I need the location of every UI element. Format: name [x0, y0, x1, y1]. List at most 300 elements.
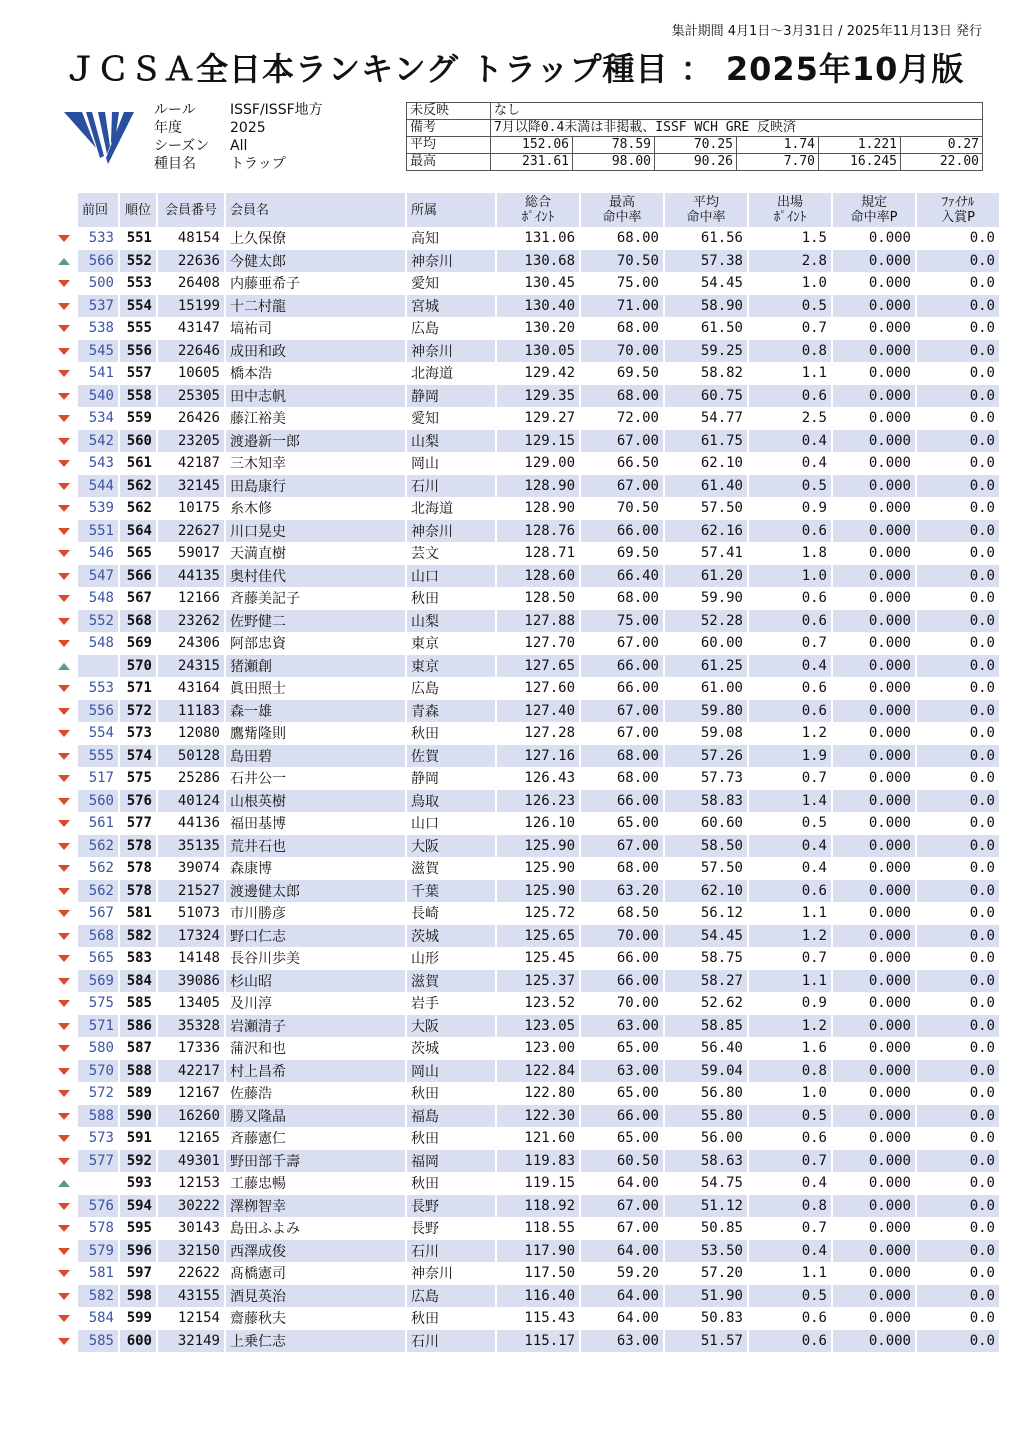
- best-hit-rate-cell: 64.00: [579, 1240, 663, 1263]
- rank-cell: 581: [118, 902, 156, 925]
- prev-rank-cell: 570: [76, 1060, 118, 1083]
- member-id-cell: 17336: [156, 1037, 224, 1060]
- final-prize-p-cell: 0.0: [915, 340, 999, 363]
- member-name-cell: 及川淳: [224, 992, 405, 1015]
- member-name-cell: 勝又隆晶: [224, 1105, 405, 1128]
- rank-down-icon: [58, 348, 70, 355]
- rank-cell: 557: [118, 362, 156, 385]
- standard-hit-rate-p-cell: 0.000: [831, 947, 915, 970]
- affiliation-cell: 佐賀: [405, 745, 495, 768]
- best-hit-rate-cell: 70.00: [579, 925, 663, 948]
- header-total: [495, 193, 579, 227]
- prev-rank-cell: 569: [76, 970, 118, 993]
- member-name-cell: 奥村佳代: [224, 565, 405, 588]
- header-standard-1: 規定: [860, 195, 887, 210]
- meta-key: シーズン: [154, 138, 210, 154]
- trend-cell: [56, 1060, 76, 1083]
- rank-cell: 578: [118, 857, 156, 880]
- stats-avg: 0.27: [901, 137, 983, 154]
- best-hit-rate-cell: 66.00: [579, 655, 663, 678]
- meta-info: [154, 101, 323, 173]
- affiliation-cell: 秋田: [405, 1082, 495, 1105]
- avg-hit-rate-cell: 59.25: [663, 340, 747, 363]
- standard-hit-rate-p-cell: 0.000: [831, 880, 915, 903]
- standard-hit-rate-p-cell: 0.000: [831, 902, 915, 925]
- avg-hit-rate-cell: 50.83: [663, 1307, 747, 1330]
- rank-down-icon: [58, 640, 70, 647]
- rank-down-icon: [58, 235, 70, 242]
- trend-cell: [56, 1195, 76, 1218]
- affiliation-cell: 千葉: [405, 880, 495, 903]
- best-hit-rate-cell: 68.00: [579, 385, 663, 408]
- rank-down-icon: [58, 505, 70, 512]
- stats-avg: 1.74: [737, 137, 819, 154]
- stats-label: 平均: [407, 137, 491, 154]
- standard-hit-rate-p-cell: 0.000: [831, 970, 915, 993]
- header-prev: 前回: [76, 193, 118, 227]
- affiliation-cell: 福島: [405, 1105, 495, 1128]
- member-name-cell: 斉藤憲仁: [224, 1127, 405, 1150]
- final-prize-p-cell: 0.0: [915, 452, 999, 475]
- final-prize-p-cell: 0.0: [915, 1217, 999, 1240]
- member-name-cell: 島田ふよみ: [224, 1217, 405, 1240]
- affiliation-cell: 広島: [405, 677, 495, 700]
- table-row: [56, 947, 999, 970]
- trend-cell: [56, 1172, 76, 1195]
- trend-cell: [56, 587, 76, 610]
- affiliation-cell: 山梨: [405, 610, 495, 633]
- total-points-cell: 122.30: [495, 1105, 579, 1128]
- prev-rank-cell: 578: [76, 1217, 118, 1240]
- member-name-cell: 天満直樹: [224, 542, 405, 565]
- standard-hit-rate-p-cell: 0.000: [831, 565, 915, 588]
- stats-avg: 70.25: [655, 137, 737, 154]
- member-id-cell: 30143: [156, 1217, 224, 1240]
- avg-hit-rate-cell: 60.75: [663, 385, 747, 408]
- rank-down-icon: [58, 730, 70, 737]
- best-hit-rate-cell: 70.00: [579, 992, 663, 1015]
- prev-rank-cell: 568: [76, 925, 118, 948]
- prev-rank-cell: 548: [76, 632, 118, 655]
- table-row: [56, 925, 999, 948]
- final-prize-p-cell: 0.0: [915, 1262, 999, 1285]
- rank-cell: 589: [118, 1082, 156, 1105]
- prev-rank-cell: 540: [76, 385, 118, 408]
- trend-cell: [56, 407, 76, 430]
- member-id-cell: 42217: [156, 1060, 224, 1083]
- table-row: [56, 542, 999, 565]
- standard-hit-rate-p-cell: 0.000: [831, 1150, 915, 1173]
- jcsa-logo-icon: [62, 108, 138, 168]
- prev-rank-cell: 541: [76, 362, 118, 385]
- standard-hit-rate-p-cell: 0.000: [831, 385, 915, 408]
- total-points-cell: 122.84: [495, 1060, 579, 1083]
- total-points-cell: 127.70: [495, 632, 579, 655]
- entry-points-cell: 1.9: [747, 745, 831, 768]
- prev-rank-cell: 500: [76, 272, 118, 295]
- member-name-cell: 内藤亜希子: [224, 272, 405, 295]
- final-prize-p-cell: 0.0: [915, 565, 999, 588]
- header-pref: 所属: [405, 193, 495, 227]
- affiliation-cell: 静岡: [405, 767, 495, 790]
- entry-points-cell: 0.4: [747, 1240, 831, 1263]
- meta-key: 種目名: [154, 156, 196, 172]
- standard-hit-rate-p-cell: 0.000: [831, 1037, 915, 1060]
- member-name-cell: 野田部千壽: [224, 1150, 405, 1173]
- member-name-cell: 岩瀬清子: [224, 1015, 405, 1038]
- stats-avg: 78.59: [573, 137, 655, 154]
- rank-down-icon: [58, 460, 70, 467]
- standard-hit-rate-p-cell: 0.000: [831, 700, 915, 723]
- rank-down-icon: [58, 978, 70, 985]
- standard-hit-rate-p-cell: 0.000: [831, 407, 915, 430]
- total-points-cell: 119.15: [495, 1172, 579, 1195]
- rank-down-icon: [58, 1113, 70, 1120]
- rank-cell: 597: [118, 1262, 156, 1285]
- prev-rank-cell: 576: [76, 1195, 118, 1218]
- rank-down-icon: [58, 1270, 70, 1277]
- entry-points-cell: 0.6: [747, 520, 831, 543]
- entry-points-cell: 0.5: [747, 1105, 831, 1128]
- total-points-cell: 125.65: [495, 925, 579, 948]
- stats-max: 98.00: [573, 154, 655, 171]
- trend-cell: [56, 520, 76, 543]
- prev-rank-cell: 533: [76, 227, 118, 250]
- member-id-cell: 44136: [156, 812, 224, 835]
- rank-cell: 566: [118, 565, 156, 588]
- total-points-cell: 125.90: [495, 835, 579, 858]
- entry-points-cell: 0.7: [747, 1217, 831, 1240]
- affiliation-cell: 大阪: [405, 835, 495, 858]
- final-prize-p-cell: 0.0: [915, 407, 999, 430]
- table-row: [56, 1105, 999, 1128]
- table-row: [56, 295, 999, 318]
- prev-rank-cell: 554: [76, 722, 118, 745]
- final-prize-p-cell: 0.0: [915, 1150, 999, 1173]
- rank-cell: 553: [118, 272, 156, 295]
- member-id-cell: 39074: [156, 857, 224, 880]
- trend-cell: [56, 700, 76, 723]
- trend-cell: [56, 250, 76, 273]
- affiliation-cell: 秋田: [405, 1172, 495, 1195]
- final-prize-p-cell: 0.0: [915, 790, 999, 813]
- rank-cell: 551: [118, 227, 156, 250]
- total-points-cell: 131.06: [495, 227, 579, 250]
- avg-hit-rate-cell: 54.77: [663, 407, 747, 430]
- member-name-cell: 森康博: [224, 857, 405, 880]
- final-prize-p-cell: 0.0: [915, 250, 999, 273]
- rank-down-icon: [58, 1203, 70, 1210]
- rank-down-icon: [58, 370, 70, 377]
- rank-cell: 578: [118, 835, 156, 858]
- rank-cell: 583: [118, 947, 156, 970]
- trend-cell: [56, 475, 76, 498]
- rank-up-icon: [58, 258, 70, 265]
- standard-hit-rate-p-cell: 0.000: [831, 1262, 915, 1285]
- member-name-cell: 斉藤美記子: [224, 587, 405, 610]
- rank-down-icon: [58, 865, 70, 872]
- best-hit-rate-cell: 69.50: [579, 362, 663, 385]
- final-prize-p-cell: 0.0: [915, 677, 999, 700]
- affiliation-cell: 滋賀: [405, 857, 495, 880]
- stats-note: 7月以降0.4未満は非掲載、ISSF WCH GRE 反映済: [491, 120, 983, 137]
- best-hit-rate-cell: 64.00: [579, 1172, 663, 1195]
- table-row: [56, 430, 999, 453]
- rank-cell: 561: [118, 452, 156, 475]
- entry-points-cell: 0.6: [747, 1330, 831, 1353]
- affiliation-cell: 福岡: [405, 1150, 495, 1173]
- affiliation-cell: 秋田: [405, 722, 495, 745]
- table-row: [56, 857, 999, 880]
- table-row: [56, 250, 999, 273]
- rank-down-icon: [58, 708, 70, 715]
- member-name-cell: 長谷川歩美: [224, 947, 405, 970]
- rank-cell: 600: [118, 1330, 156, 1353]
- avg-hit-rate-cell: 58.85: [663, 1015, 747, 1038]
- member-id-cell: 12165: [156, 1127, 224, 1150]
- avg-hit-rate-cell: 56.12: [663, 902, 747, 925]
- total-points-cell: 123.05: [495, 1015, 579, 1038]
- member-id-cell: 12080: [156, 722, 224, 745]
- header-avg-2: 命中率: [686, 210, 726, 225]
- best-hit-rate-cell: 63.20: [579, 880, 663, 903]
- standard-hit-rate-p-cell: 0.000: [831, 1082, 915, 1105]
- affiliation-cell: 長野: [405, 1217, 495, 1240]
- member-name-cell: 髙橋憲司: [224, 1262, 405, 1285]
- member-id-cell: 10605: [156, 362, 224, 385]
- rank-down-icon: [58, 1225, 70, 1232]
- final-prize-p-cell: 0.0: [915, 1060, 999, 1083]
- trend-cell: [56, 340, 76, 363]
- prev-rank-cell: 565: [76, 947, 118, 970]
- prev-rank-cell: 561: [76, 812, 118, 835]
- member-name-cell: 石井公一: [224, 767, 405, 790]
- member-id-cell: 25305: [156, 385, 224, 408]
- avg-hit-rate-cell: 58.90: [663, 295, 747, 318]
- stats-label: 備考: [407, 120, 491, 137]
- table-row: [56, 1307, 999, 1330]
- standard-hit-rate-p-cell: 0.000: [831, 452, 915, 475]
- rank-cell: 576: [118, 790, 156, 813]
- table-row: [56, 1262, 999, 1285]
- rank-cell: 571: [118, 677, 156, 700]
- member-id-cell: 40124: [156, 790, 224, 813]
- best-hit-rate-cell: 65.00: [579, 1037, 663, 1060]
- avg-hit-rate-cell: 61.75: [663, 430, 747, 453]
- trend-cell: [56, 610, 76, 633]
- member-name-cell: 藤江裕美: [224, 407, 405, 430]
- table-row: [56, 385, 999, 408]
- affiliation-cell: 北海道: [405, 497, 495, 520]
- total-points-cell: 123.00: [495, 1037, 579, 1060]
- avg-hit-rate-cell: 57.50: [663, 857, 747, 880]
- rank-cell: 592: [118, 1150, 156, 1173]
- prev-rank-cell: 581: [76, 1262, 118, 1285]
- prev-rank-cell: 588: [76, 1105, 118, 1128]
- standard-hit-rate-p-cell: 0.000: [831, 767, 915, 790]
- entry-points-cell: 0.7: [747, 767, 831, 790]
- prev-rank-cell: 551: [76, 520, 118, 543]
- standard-hit-rate-p-cell: 0.000: [831, 542, 915, 565]
- total-points-cell: 128.71: [495, 542, 579, 565]
- entry-points-cell: 0.4: [747, 857, 831, 880]
- affiliation-cell: 長崎: [405, 902, 495, 925]
- standard-hit-rate-p-cell: 0.000: [831, 1240, 915, 1263]
- standard-hit-rate-p-cell: 0.000: [831, 1217, 915, 1240]
- best-hit-rate-cell: 68.00: [579, 227, 663, 250]
- table-row: [56, 835, 999, 858]
- avg-hit-rate-cell: 59.80: [663, 700, 747, 723]
- avg-hit-rate-cell: 55.80: [663, 1105, 747, 1128]
- affiliation-cell: 秋田: [405, 1127, 495, 1150]
- header-total-1: 総合: [524, 195, 551, 210]
- member-name-cell: 佐藤浩: [224, 1082, 405, 1105]
- prev-rank-cell: 547: [76, 565, 118, 588]
- standard-hit-rate-p-cell: 0.000: [831, 272, 915, 295]
- prev-rank-cell: 566: [76, 250, 118, 273]
- table-row: [56, 475, 999, 498]
- standard-hit-rate-p-cell: 0.000: [831, 1127, 915, 1150]
- table-row: [56, 1240, 999, 1263]
- rank-down-icon: [58, 483, 70, 490]
- member-id-cell: 12154: [156, 1307, 224, 1330]
- trend-cell: [56, 385, 76, 408]
- prev-rank-cell: 517: [76, 767, 118, 790]
- rank-down-icon: [58, 1158, 70, 1165]
- entry-points-cell: 0.8: [747, 340, 831, 363]
- trend-cell: [56, 1150, 76, 1173]
- member-id-cell: 48154: [156, 227, 224, 250]
- rank-cell: 555: [118, 317, 156, 340]
- member-id-cell: 25286: [156, 767, 224, 790]
- total-points-cell: 115.43: [495, 1307, 579, 1330]
- standard-hit-rate-p-cell: 0.000: [831, 497, 915, 520]
- rank-down-icon: [58, 1315, 70, 1322]
- member-id-cell: 17324: [156, 925, 224, 948]
- final-prize-p-cell: 0.0: [915, 542, 999, 565]
- table-row: [56, 1060, 999, 1083]
- member-id-cell: 49301: [156, 1150, 224, 1173]
- rank-down-icon: [58, 820, 70, 827]
- prev-rank-cell: 579: [76, 1240, 118, 1263]
- table-row: [56, 722, 999, 745]
- rank-down-icon: [58, 888, 70, 895]
- standard-hit-rate-p-cell: 0.000: [831, 295, 915, 318]
- table-row: [56, 767, 999, 790]
- trend-cell: [56, 947, 76, 970]
- prev-rank-cell: 580: [76, 1037, 118, 1060]
- best-hit-rate-cell: 66.00: [579, 1105, 663, 1128]
- stats-max: 22.00: [901, 154, 983, 171]
- final-prize-p-cell: 0.0: [915, 295, 999, 318]
- member-name-cell: 西澤成俊: [224, 1240, 405, 1263]
- total-points-cell: 128.60: [495, 565, 579, 588]
- trend-cell: [56, 1330, 76, 1353]
- member-id-cell: 23205: [156, 430, 224, 453]
- member-name-cell: 佐野健二: [224, 610, 405, 633]
- best-hit-rate-cell: 70.50: [579, 250, 663, 273]
- rank-down-icon: [58, 618, 70, 625]
- best-hit-rate-cell: 68.00: [579, 587, 663, 610]
- best-hit-rate-cell: 67.00: [579, 632, 663, 655]
- rank-cell: 574: [118, 745, 156, 768]
- member-name-cell: 蒲沢和也: [224, 1037, 405, 1060]
- total-points-cell: 122.80: [495, 1082, 579, 1105]
- entry-points-cell: 0.9: [747, 497, 831, 520]
- header-final: [915, 193, 999, 227]
- best-hit-rate-cell: 70.50: [579, 497, 663, 520]
- rank-cell: 598: [118, 1285, 156, 1308]
- affiliation-cell: 滋賀: [405, 970, 495, 993]
- trend-cell: [56, 812, 76, 835]
- avg-hit-rate-cell: 62.10: [663, 452, 747, 475]
- prev-rank-cell: 585: [76, 1330, 118, 1353]
- member-id-cell: 26408: [156, 272, 224, 295]
- header-best-2: 命中率: [602, 210, 642, 225]
- avg-hit-rate-cell: 58.27: [663, 970, 747, 993]
- member-name-cell: 森一雄: [224, 700, 405, 723]
- prev-rank-cell: 562: [76, 857, 118, 880]
- standard-hit-rate-p-cell: 0.000: [831, 655, 915, 678]
- header-entry: [747, 193, 831, 227]
- standard-hit-rate-p-cell: 0.000: [831, 1015, 915, 1038]
- trend-cell: [56, 790, 76, 813]
- member-id-cell: 35135: [156, 835, 224, 858]
- final-prize-p-cell: 0.0: [915, 902, 999, 925]
- rank-cell: 570: [118, 655, 156, 678]
- final-prize-p-cell: 0.0: [915, 745, 999, 768]
- avg-hit-rate-cell: 51.90: [663, 1285, 747, 1308]
- member-name-cell: 川口晃史: [224, 520, 405, 543]
- trend-cell: [56, 1240, 76, 1263]
- member-id-cell: 13405: [156, 992, 224, 1015]
- trend-cell: [56, 497, 76, 520]
- member-id-cell: 30222: [156, 1195, 224, 1218]
- rank-down-icon: [58, 1293, 70, 1300]
- entry-points-cell: 0.4: [747, 452, 831, 475]
- entry-points-cell: 1.8: [747, 542, 831, 565]
- rank-cell: 562: [118, 475, 156, 498]
- table-row: [56, 407, 999, 430]
- standard-hit-rate-p-cell: 0.000: [831, 1060, 915, 1083]
- rank-down-icon: [58, 843, 70, 850]
- total-points-cell: 130.45: [495, 272, 579, 295]
- member-id-cell: 11183: [156, 700, 224, 723]
- total-points-cell: 129.35: [495, 385, 579, 408]
- final-prize-p-cell: 0.0: [915, 1307, 999, 1330]
- total-points-cell: 125.37: [495, 970, 579, 993]
- standard-hit-rate-p-cell: 0.000: [831, 1330, 915, 1353]
- issue-period: 集計期間 4月1日～3月31日 / 2025年11月13日 発行: [671, 24, 982, 39]
- affiliation-cell: 茨城: [405, 925, 495, 948]
- avg-hit-rate-cell: 56.00: [663, 1127, 747, 1150]
- avg-hit-rate-cell: 52.28: [663, 610, 747, 633]
- member-name-cell: 田島康行: [224, 475, 405, 498]
- best-hit-rate-cell: 70.00: [579, 340, 663, 363]
- header-name: 会員名: [224, 193, 405, 227]
- best-hit-rate-cell: 59.20: [579, 1262, 663, 1285]
- rank-cell: 565: [118, 542, 156, 565]
- entry-points-cell: 0.9: [747, 992, 831, 1015]
- member-id-cell: 59017: [156, 542, 224, 565]
- rank-down-icon: [58, 393, 70, 400]
- rank-cell: 593: [118, 1172, 156, 1195]
- rank-cell: 590: [118, 1105, 156, 1128]
- trend-cell: [56, 992, 76, 1015]
- rank-cell: 554: [118, 295, 156, 318]
- final-prize-p-cell: 0.0: [915, 947, 999, 970]
- final-prize-p-cell: 0.0: [915, 722, 999, 745]
